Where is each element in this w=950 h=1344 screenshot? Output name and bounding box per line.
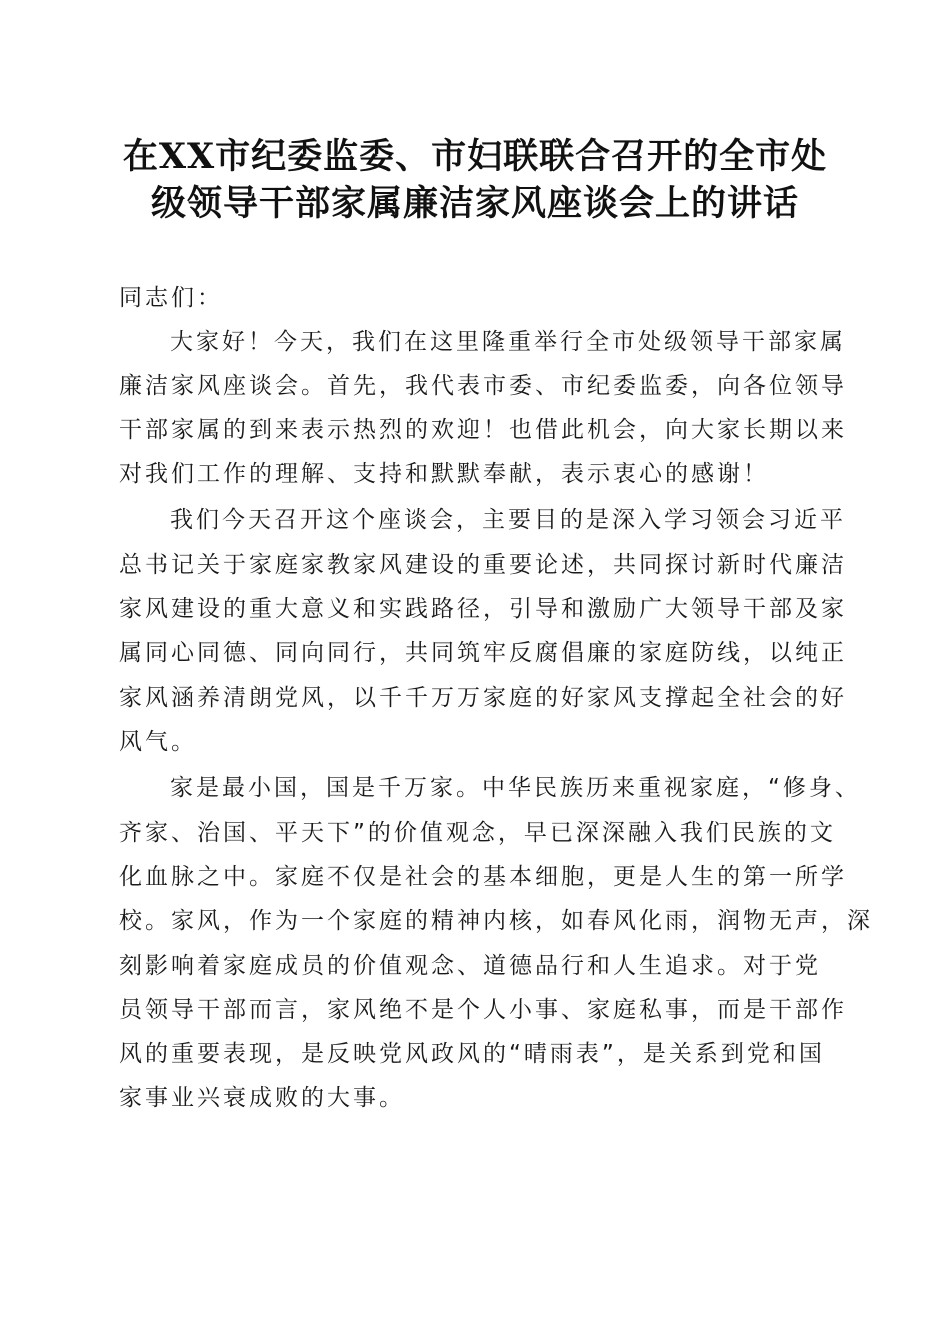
paragraph-3-line-7: 风的重要表现，是反映党风政风的“晴雨表”，是关系到党和国: [119, 1041, 825, 1067]
paragraph-2-line-1: 我们今天召开这个座谈会，主要目的是深入学习领会习近平: [170, 507, 846, 533]
paragraph-2-line-3: 家风建设的重大意义和实践路径，引导和激励广大领导干部及家: [119, 596, 847, 622]
paragraph-2-line-5: 家风涵养清朗党风，以千千万万家庭的好家风支撑起全社会的好: [119, 685, 847, 711]
paragraph-3-line-3: 化血脉之中。家庭不仅是社会的基本细胞，更是人生的第一所学: [119, 864, 847, 890]
paragraph-2-line-2: 总书记关于家庭家教家风建设的重要论述，共同探讨新时代廉洁: [119, 552, 847, 578]
salutation: 同志们：: [119, 285, 223, 311]
paragraph-3-line-8: 家事业兴衰成败的大事。: [119, 1085, 405, 1111]
paragraph-2-line-4: 属同心同德、同向同行，共同筑牢反腐倡廉的家庭防线，以纯正: [119, 640, 847, 666]
paragraph-1-line-3: 干部家属的到来表示热烈的欢迎！也借此机会，向大家长期以来: [119, 417, 847, 443]
paragraph-3-line-4: 校。家风，作为一个家庭的精神内核，如春风化雨，润物无声，深: [119, 908, 873, 934]
document-title-line-1: 在XX市纪委监委、市妇联联合召开的全市处: [122, 136, 828, 177]
paragraph-1-line-1: 大家好！今天，我们在这里隆重举行全市处级领导干部家属: [170, 329, 846, 355]
paragraph-3-line-1: 家是最小国，国是千万家。中华民族历来重视家庭，“修身、: [170, 775, 861, 801]
paragraph-3-line-6: 员领导干部而言，家风绝不是个人小事、家庭私事，而是干部作: [119, 997, 847, 1023]
paragraph-1-line-4: 对我们工作的理解、支持和默默奉献，表示衷心的感谢！: [119, 461, 769, 487]
paragraph-3-line-2: 齐家、治国、平天下”的价值观念，早已深深融入我们民族的文: [119, 820, 836, 846]
paragraph-1-line-2: 廉洁家风座谈会。首先，我代表市委、市纪委监委，向各位领导: [119, 373, 847, 399]
paragraph-2-line-6: 风气。: [119, 729, 197, 755]
document-title-line-2: 级领导干部家属廉洁家风座谈会上的讲话: [150, 183, 799, 224]
paragraph-3-line-5: 刻影响着家庭成员的价值观念、道德品行和人生追求。对于党: [119, 953, 821, 979]
